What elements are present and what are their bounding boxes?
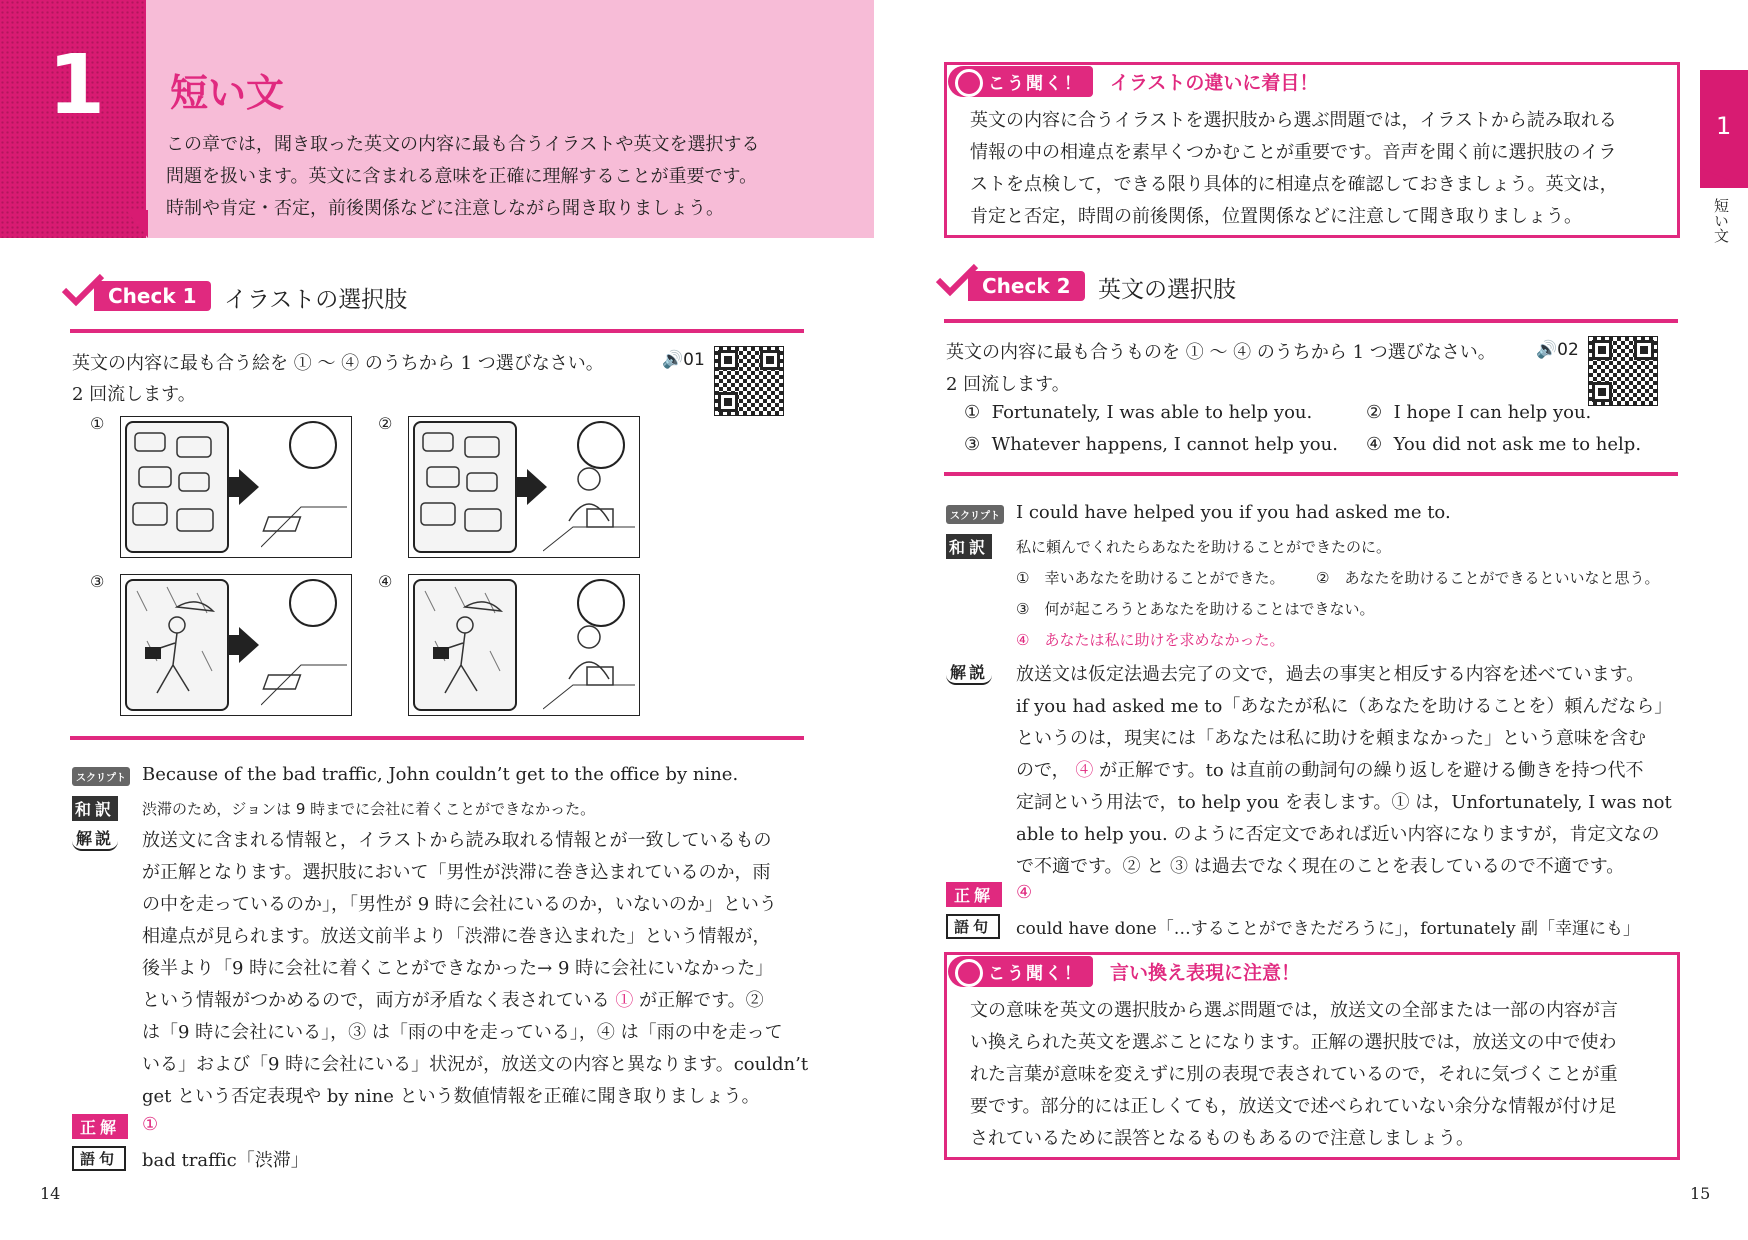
tip-badge: こう聞く！ — [948, 956, 1093, 987]
question-text: 2 回流します。 — [72, 384, 196, 405]
tip-heading: 言い換え表現に注意！ — [1110, 962, 1301, 984]
side-tab-number: 1 — [1716, 112, 1732, 140]
option-number: ② — [1366, 402, 1383, 423]
goku-text: could have done「…することができただろうに」，fortunately 副「幸運にも」 — [1016, 919, 1641, 939]
answer-option[interactable] — [964, 402, 1312, 423]
qr-eye — [1592, 382, 1612, 402]
wayaku-text: 渋滞のため，ジョンは 9 時までに会社に着くことができなかった。 — [142, 800, 596, 818]
kaisetsu-line: 後半より「9 時に会社に着くことができなかった→ 9 時に会社にいなかった」 — [142, 958, 774, 979]
empty-desk-icon — [261, 635, 347, 711]
wayaku-tag: 和訳 — [72, 796, 118, 821]
kaisetsu-line: 放送文は仮定法過去完了の文で，過去の事実と相反する内容を述べています。 — [1016, 664, 1645, 685]
tip-line: 情報の中の相違点を素早くつかむことが重要です。音声を聞く前に選択肢のイラ — [970, 142, 1617, 163]
man-with-laptop-icon — [543, 461, 635, 553]
option-number: ④ — [378, 572, 393, 591]
kaisetsu-tag: 解説 — [946, 660, 992, 685]
tip-heading: イラストの違いに着目！ — [1110, 72, 1319, 94]
tip-line: 肯定と否定，時間の前後関係，位置関係などに注意して聞き取りましょう。 — [970, 206, 1582, 227]
chapter-number: 1 — [48, 38, 106, 133]
ear-icon — [955, 69, 983, 97]
intro-line: 問題を扱います。英文に含まれる意味を正確に理解することが重要です。 — [166, 166, 758, 187]
translation: ② あなたを助けることができるといいなと思う。 — [1316, 569, 1660, 587]
option-number: ③ — [964, 434, 981, 455]
arrow-right-icon — [239, 469, 259, 505]
illustration-traffic-empty-desk[interactable] — [120, 416, 352, 558]
goku-tag: 語句 — [72, 1146, 126, 1171]
kaisetsu-line: 放送文に含まれる情報と，イラストから読み取れる情報とが一致しているもの — [142, 830, 772, 851]
audio-track[interactable] — [1536, 340, 1579, 360]
kaisetsu-text: ので， — [1016, 760, 1070, 781]
qr-eye — [1592, 340, 1612, 360]
kaisetsu-line: if you had asked me to「あなたが私に（あなたを助けることを）頼んだなら」 — [1016, 696, 1673, 717]
kaisetsu-line: の中を走っているのか」，「男性が 9 時に会社にいるのか，いないのか」という — [142, 894, 777, 915]
cars-icon — [415, 423, 515, 551]
chapter-title: 短い文 — [170, 71, 285, 115]
kaisetsu-line: は「9 時に会社にいる」，③ は「雨の中を走っている」，④ は「雨の中を走って — [142, 1022, 783, 1043]
audio-number: 01 — [683, 350, 705, 370]
illustration-traffic-man-at-desk[interactable] — [408, 416, 640, 558]
intro-line: この章では，聞き取った英文の内容に最も合うイラストや英文を選択する — [166, 134, 760, 155]
audio-track[interactable] — [662, 350, 705, 370]
running-in-rain-icon — [415, 581, 515, 709]
qr-eye — [760, 350, 780, 370]
answer-option[interactable] — [964, 434, 1338, 455]
check2-title: 英文の選択肢 — [1098, 277, 1236, 303]
option-number: ① — [90, 414, 105, 433]
script-tag: スクリプト — [946, 505, 1004, 524]
qr-code[interactable] — [714, 346, 784, 416]
kaisetsu-line: が正解となります。選択肢において「男性が渋滞に巻き込まれているのか，雨 — [142, 862, 771, 883]
man-with-laptop-icon — [543, 619, 635, 711]
kaisetsu-text: が正解です。to は直前の動詞句の繰り返しを避ける働きを持つ代不 — [1099, 760, 1644, 781]
goku-text: bad traffic「渋滞」 — [142, 1150, 309, 1171]
kaisetsu-line: able to help you. のように否定文であれば近い内容になりますが，肯定文なの — [1016, 824, 1660, 845]
section-rule — [70, 736, 804, 740]
answer-mark: ① — [615, 990, 634, 1011]
script-text: Because of the bad traffic, John couldn’t get to the office by nine. — [142, 764, 739, 785]
question-text: 2 回流します。 — [946, 374, 1070, 395]
illustration-rain-man-at-desk[interactable] — [408, 574, 640, 716]
kaisetsu-line: 定詞という用法で，to help you を表します。① は，Unfortunately, I was not — [1016, 792, 1672, 813]
clock-icon — [289, 421, 337, 469]
qr-eye — [718, 350, 738, 370]
section-rule — [944, 319, 1678, 323]
script-tag: スクリプト — [72, 767, 130, 786]
option-number: ① — [964, 402, 981, 423]
rain-panel — [413, 579, 517, 711]
seikai-answer: ④ — [1016, 882, 1033, 903]
page-number-right: 15 — [1690, 1184, 1711, 1203]
kaisetsu-text: が正解です。② — [639, 990, 764, 1011]
speaker-icon: 🔊 — [662, 350, 684, 370]
goku-tag: 語句 — [946, 914, 1000, 939]
speaker-icon: 🔊 — [1536, 340, 1558, 360]
script-text: I could have helped you if you had asked me to. — [1016, 502, 1451, 523]
illustration-rain-empty-desk[interactable] — [120, 574, 352, 716]
arrow-right-icon — [239, 627, 259, 663]
tip-badge: こう聞く！ — [948, 66, 1093, 97]
option-text: I hope I can help you. — [1393, 402, 1592, 423]
option-text: Whatever happens, I cannot help you. — [991, 434, 1338, 455]
translation: ① 幸いあなたを助けることができた。 — [1016, 569, 1285, 587]
kaisetsu-line — [142, 986, 764, 1012]
empty-desk-icon — [261, 477, 347, 553]
wayaku-tag: 和訳 — [946, 534, 992, 559]
kaisetsu-line: 相違点が見られます。放送文前半より「渋滞に巻き込まれた」という情報が， — [142, 926, 771, 947]
tip-line: ストを点検して，できる限り具体的に相違点を確認しておきましょう。英文は， — [970, 174, 1618, 195]
option-text: Fortunately, I was able to help you. — [991, 402, 1313, 423]
clock-icon — [289, 579, 337, 627]
kaisetsu-line: というのは，現実には「あなたは私に助けを頼まなかった」という意味を含む — [1016, 728, 1646, 749]
translation: ③ 何が起ころうとあなたを助けることはできない。 — [1016, 600, 1375, 618]
section-rule — [944, 472, 1678, 476]
option-number: ④ — [1366, 434, 1383, 455]
tip-line: 文の意味を英文の選択肢から選ぶ問題では，放送文の全部または一部の内容が言 — [970, 1000, 1618, 1021]
check1-badge: Check 1 — [94, 281, 211, 311]
section-rule — [70, 329, 804, 333]
kaisetsu-tag: 解説 — [72, 826, 118, 851]
header-notch — [126, 210, 148, 238]
tip-line: れた言葉が意味を変えずに別の表現で表されているので，それに気づくことが重 — [970, 1064, 1618, 1085]
qr-eye — [718, 392, 738, 412]
question-text: 英文の内容に最も合う絵を ① ～ ④ のうちから 1 つ選びなさい。 — [72, 353, 604, 374]
traffic-jam-panel — [125, 421, 229, 553]
tip-line: 英文の内容に合うイラストを選択肢から選ぶ問題では，イラストから読み取れる — [970, 110, 1617, 131]
seikai-answer: ① — [142, 1114, 159, 1135]
option-number: ② — [378, 414, 393, 433]
tip-line: い換えられた英文を選ぶことになります。正解の選択肢では，放送文の中で使わ — [970, 1032, 1617, 1053]
answer-option[interactable] — [1366, 434, 1641, 455]
traffic-jam-panel — [413, 421, 517, 553]
kaisetsu-line: いる」および「9 時に会社にいる」状況が，放送文の内容と異なります。couldn’t — [142, 1054, 809, 1075]
translation-correct: ④ あなたは私に助けを求めなかった。 — [1016, 631, 1285, 649]
side-tab-notch — [1700, 168, 1748, 188]
tip-line: 要です。部分的には正しくても，放送文で述べられていない余分な情報が付け足 — [970, 1096, 1617, 1117]
tip-line: されているために誤答となるものもあるので注意しましょう。 — [970, 1128, 1474, 1149]
intro-line: 時制や肯定・否定，前後関係などに注意しながら聞き取りましょう。 — [166, 198, 724, 219]
question-text: 英文の内容に最も合うものを ① ～ ④ のうちから 1 つ選びなさい。 — [946, 342, 1496, 363]
kaisetsu-line: get という否定表現や by nine という数値情報を正確に聞き取りましょう。 — [142, 1086, 760, 1107]
check2-badge: Check 2 — [968, 271, 1085, 301]
rain-panel — [125, 579, 229, 711]
answer-mark: ④ — [1075, 760, 1094, 781]
seikai-tag: 正解 — [946, 882, 1002, 907]
wayaku-text: 私に頼んでくれたらあなたを助けることができたのに。 — [1016, 538, 1392, 556]
kaisetsu-line — [1016, 756, 1643, 782]
seikai-tag: 正解 — [72, 1114, 128, 1139]
cars-icon — [127, 423, 227, 551]
audio-number: 02 — [1557, 340, 1579, 360]
qr-eye — [1634, 340, 1654, 360]
kaisetsu-line: で不適です。② と ③ は過去でなく現在のことを表しているので不適です。 — [1016, 856, 1625, 877]
qr-code[interactable] — [1588, 336, 1658, 406]
option-number: ③ — [90, 572, 105, 591]
check1-title: イラストの選択肢 — [224, 287, 408, 313]
running-in-rain-icon — [127, 581, 227, 709]
page-number-left: 14 — [40, 1184, 61, 1203]
ear-icon — [955, 959, 983, 987]
option-text: You did not ask me to help. — [1393, 434, 1642, 455]
side-tab-label: 短い文 — [1712, 198, 1730, 243]
kaisetsu-text: という情報がつかめるので，両方が矛盾なく表されている — [142, 990, 610, 1011]
answer-option[interactable] — [1366, 402, 1591, 423]
